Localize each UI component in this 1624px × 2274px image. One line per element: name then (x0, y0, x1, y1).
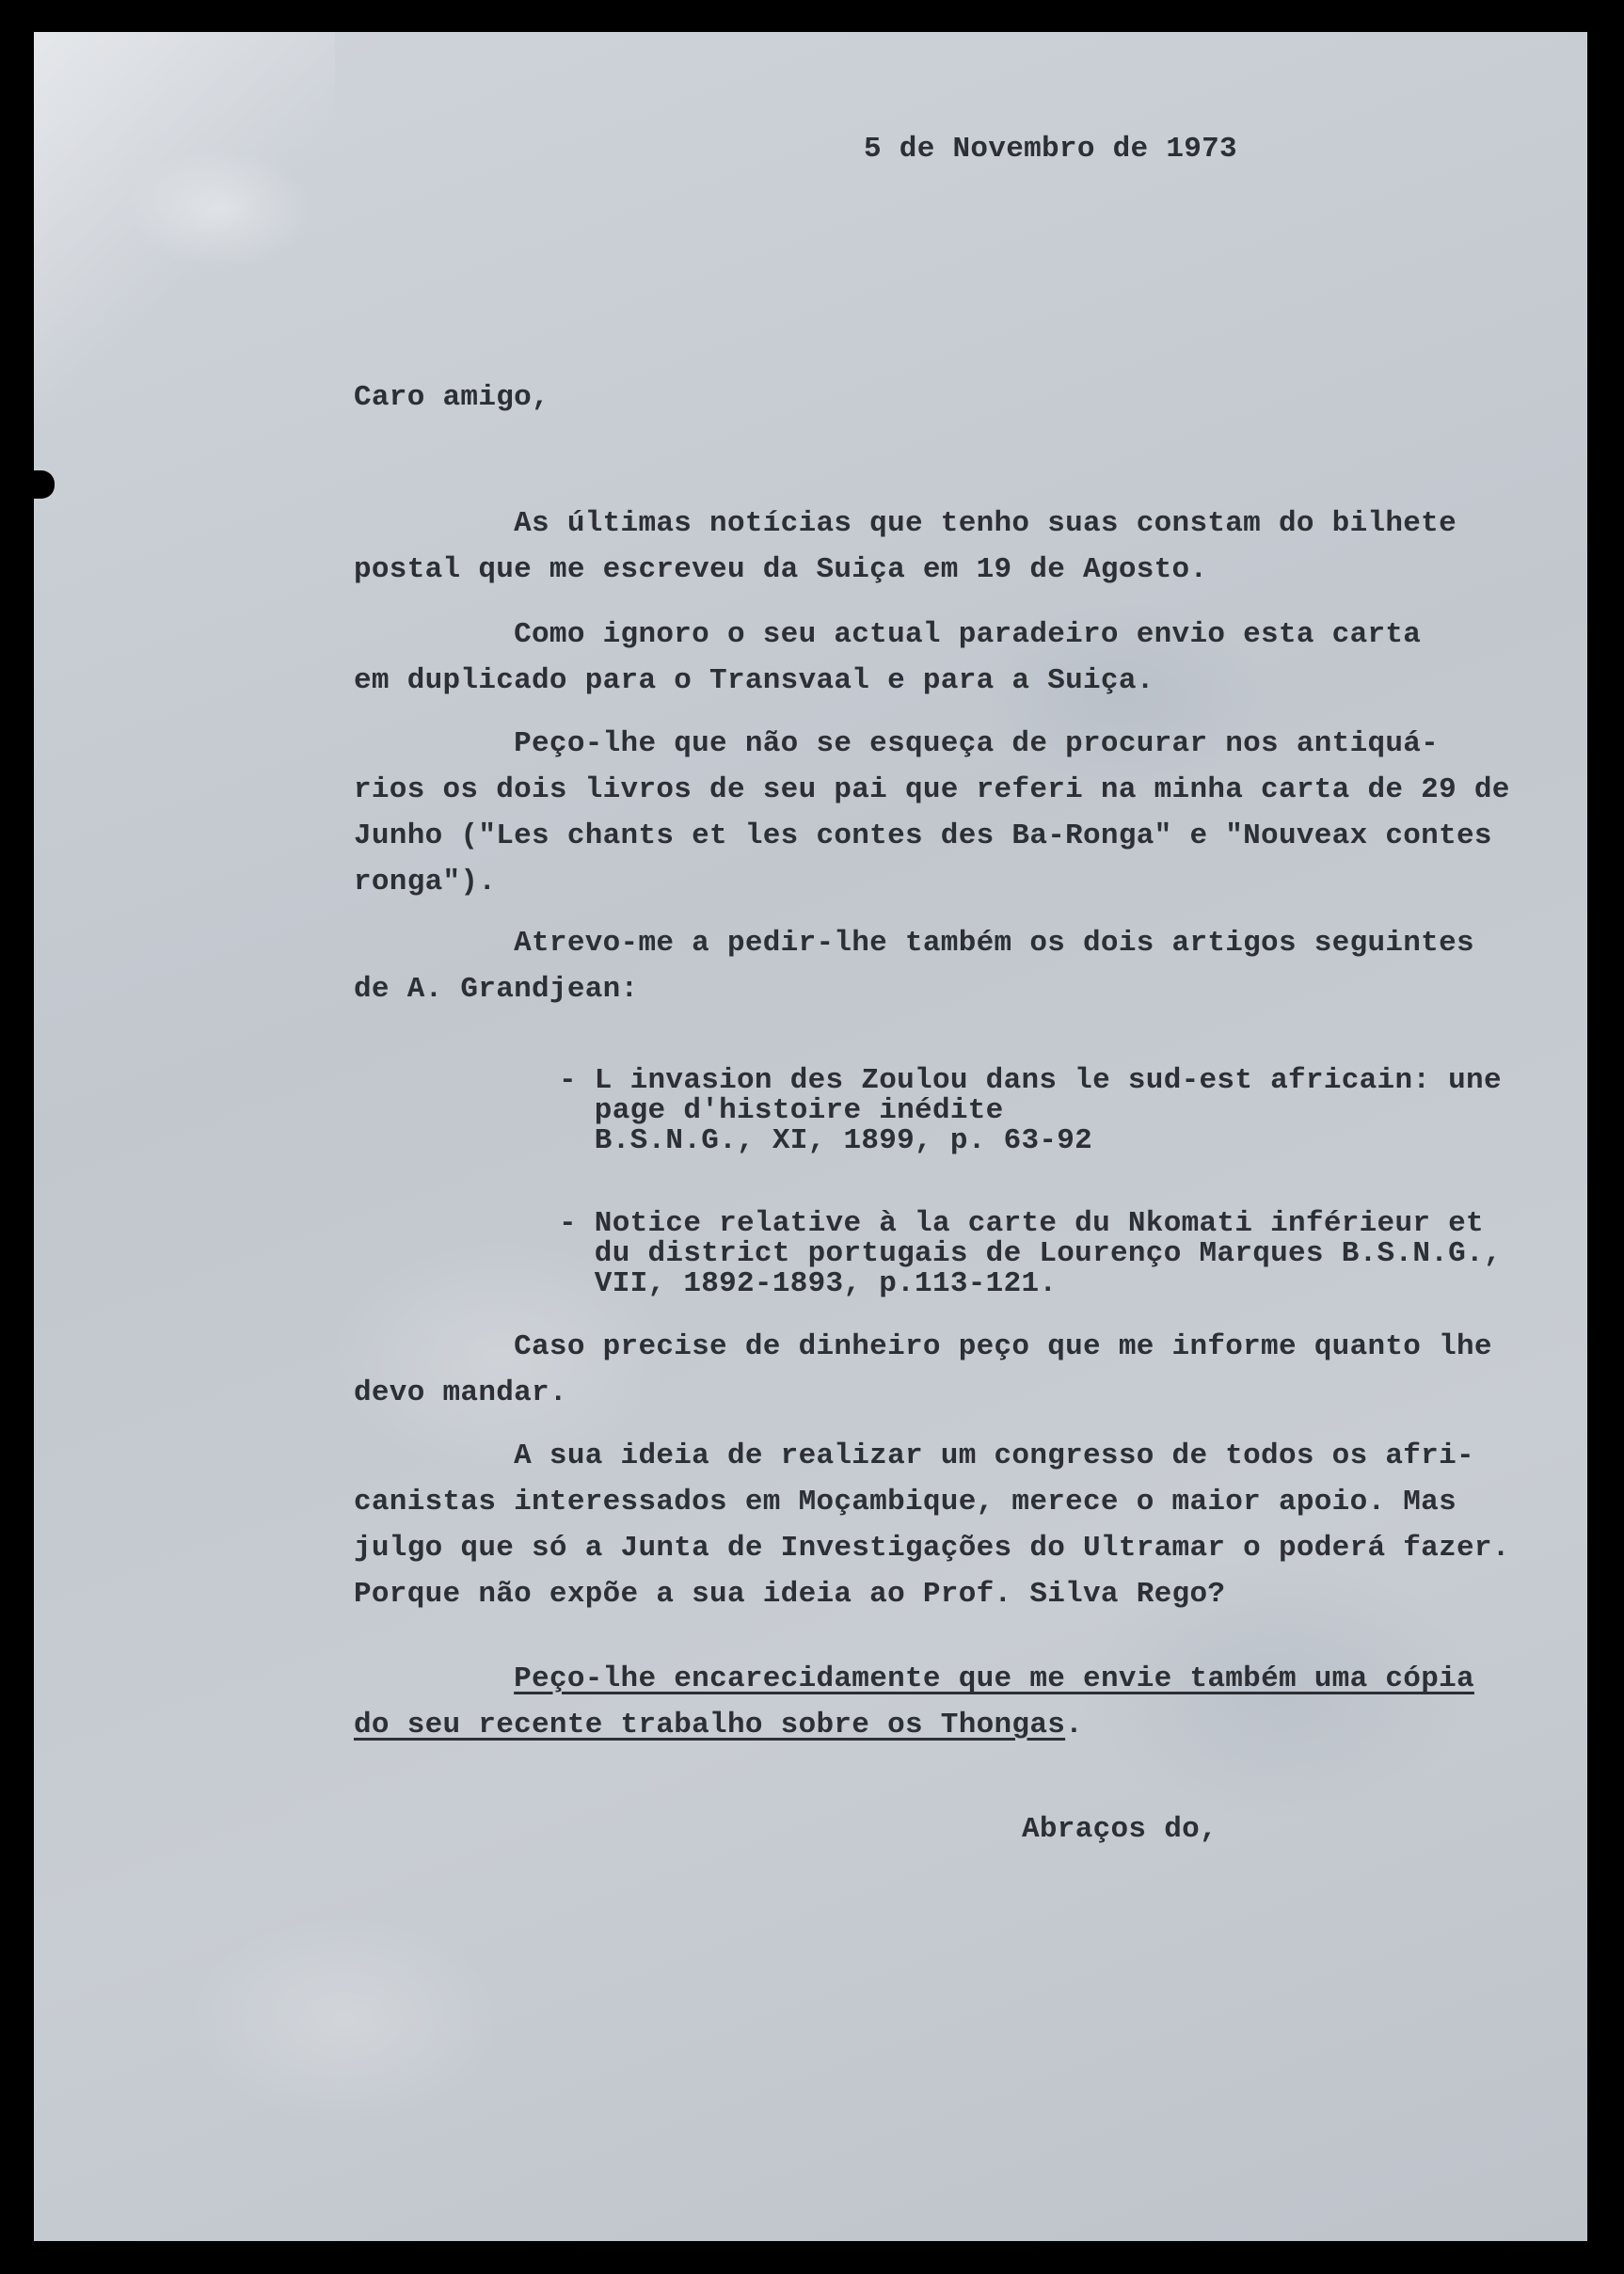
paragraph-articles-request: Atrevo-me a pedir-lhe também os dois artigos seguintes de A. Grandjean: (354, 927, 1474, 1006)
paragraph-books-request: Peço-lhe que não se esqueça de procurar nos antiquá- rios os dois livros de seu pai que referi na minha carta de 29 de Junho ("Les chants et les contes des Ba-Ronga" e "Nouveax contes ronga"). (354, 727, 1510, 898)
citation-nkomati: - Notice relative à la carte du Nkomati inférieur et du district portugais de Lourenço Marques B.S.N.G., VII, 1892-1893, p.113-121. (559, 1207, 1502, 1300)
paragraph-congress: A sua ideia de realizar um congresso de todos os afri- canistas interessados em Moçambique, merece o maior apoio. Mas julgo que só a Junta de Investigações do Ultramar o poderá fazer. Porque não expõe a sua ideia ao Prof. Silva Rego? (354, 1439, 1510, 1611)
paper-crease (34, 32, 335, 465)
paragraph-whereabouts: Como ignoro o seu actual paradeiro envio esta carta em duplicado para o Transvaal e para a Suiça. (354, 618, 1422, 697)
salutation: Caro amigo, (354, 381, 549, 414)
paragraph-last-news: As últimas notícias que tenho suas constam do bilhete postal que me escreveu da Suiça em 19 de Agosto. (354, 507, 1457, 586)
letter-date: 5 de Novembro de 1973 (864, 133, 1237, 166)
underlined-request-line-1: Peço-lhe encarecidamente que me envie também uma cópia (514, 1662, 1474, 1695)
citation-zoulou: - L invasion des Zoulou dans le sud-est africain: une page d'histoire inédite B.S.N.G., XI, 1899, p. 63-92 (559, 1064, 1502, 1157)
underlined-request-line-2: do seu recente trabalho sobre os Thongas (354, 1709, 1066, 1741)
paragraph-money: Caso precise de dinheiro peço que me informe quanto lhe devo mandar. (354, 1330, 1492, 1409)
final-period: . (1065, 1709, 1084, 1741)
paragraph-thongas-request (354, 1656, 1474, 1748)
final-indent (354, 1662, 514, 1695)
closing: Abraços do, (1022, 1813, 1218, 1846)
